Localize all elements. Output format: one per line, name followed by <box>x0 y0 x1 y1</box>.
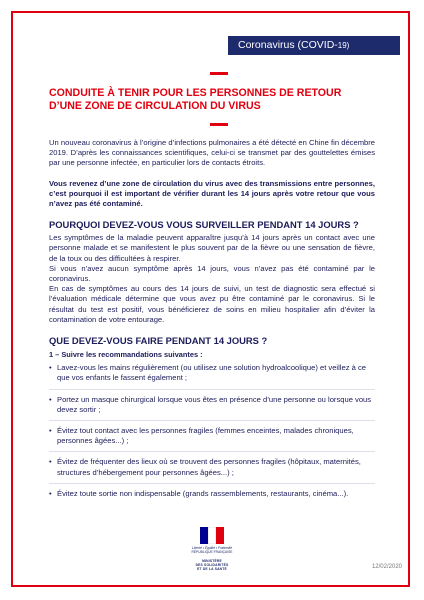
section-what-title: QUE DEVEZ-VOUS FAIRE PENDANT 14 JOURS ? <box>49 335 268 347</box>
logo-motto: Liberté • Égalité • Fraternité <box>191 546 233 550</box>
document-date: 12/02/2020 <box>371 564 402 570</box>
main-content <box>49 138 375 509</box>
list-item: • Évitez de fréquenter des lieux où se trouvent des personnes fragiles (hôpitaux, maternités, structures d’hébergement pour personnes âgées...) ; <box>49 457 375 483</box>
logo-ministry-line-3: ET DE LA SANTÉ <box>197 567 227 572</box>
title-line-2: D’UNE ZONE DE CIRCULATION DU VIRUS <box>49 99 261 112</box>
red-accent-top <box>210 72 228 75</box>
section-why-p3: En cas de symptômes au cours des 14 jours de suivi, un test de diagnostic sera effectué si l’évaluation médicale détermine que vous avez pu être contaminé par le coronavirus. Si le résultat du test est positif, vous bénéficierez de soins en milieu hospitalier afin d’éviter la contamination de votre entourage. <box>49 284 375 324</box>
logo-republic: RÉPUBLIQUE FRANÇAISE <box>191 550 233 555</box>
page-title <box>49 87 379 112</box>
header-band <box>228 36 400 55</box>
list-item: • Évitez toute sortie non indispensable (grands rassemblements, restaurants, cinéma...). <box>49 489 375 504</box>
list-item: • Évitez tout contact avec les personnes fragiles (femmes enceintes, malades chroniques, personnes âgées...) ; <box>49 426 375 452</box>
logo-ministry-line-2: DES SOLIDARITÉS <box>195 563 229 568</box>
important-paragraph: Vous revenez d’une zone de circulation du virus avec des transmissions entre personnes, c’est pourquoi il est important de vérifier durant les 14 jours après votre retour que vous n’avez pas été contaminé. <box>49 178 375 209</box>
flag-white-band <box>208 527 216 544</box>
french-flag-icon <box>200 527 224 544</box>
section-why-title: POURQUOI DEVEZ-VOUS VOUS SURVEILLER PENDANT 14 JOURS ? <box>49 219 359 231</box>
list-item: • Lavez-vous les mains régulièrement (ou utilisez une solution hydroalcoolique) et veillez à ce que vos enfants le fassent également ; <box>49 363 375 389</box>
intro-paragraph: Un nouveau coronavirus à l’origine d’infections pulmonaires a été détecté en Chine fin décembre 2019. D’après les connaissances scientifiques, celui-ci se transmet par des gouttelettes émises par une personne infectée, en particulier lors de contacts étroits. <box>49 138 375 168</box>
recommendations-subtitle: 1 – Suivre les recommandations suivantes : <box>49 350 203 360</box>
list-item: • Portez un masque chirurgical lorsque vous êtes en présence d’une personne ou lorsque vous devez sortir ; <box>49 395 375 421</box>
header-band-text: Coronavirus (COVID- <box>238 39 338 51</box>
title-line-1: CONDUITE À TENIR POUR LES PERSONNES DE RETOUR <box>49 87 342 99</box>
republique-francaise-logo <box>182 527 242 571</box>
section-why-body <box>49 233 375 325</box>
red-accent-middle <box>210 123 228 126</box>
flag-blue-band <box>200 527 208 544</box>
recommendations-list <box>49 363 375 504</box>
section-why-p2: Si vous n’avez aucun symptôme après 14 jours, vous n’avez pas été contaminé par le coronavirus. <box>49 263 375 284</box>
flag-red-band <box>216 527 224 544</box>
section-why-p1: Les symptômes de la maladie peuvent apparaître jusqu’à 14 jours après un contact avec une personne malade et se manifestent le plus souvent par de la fièvre ou une sensation de fièvre, de la toux ou des difficultées à respirer. <box>49 233 375 263</box>
logo-ministry-line-1: MINISTÈRE <box>202 559 222 564</box>
header-band-small: 19) <box>337 41 350 50</box>
